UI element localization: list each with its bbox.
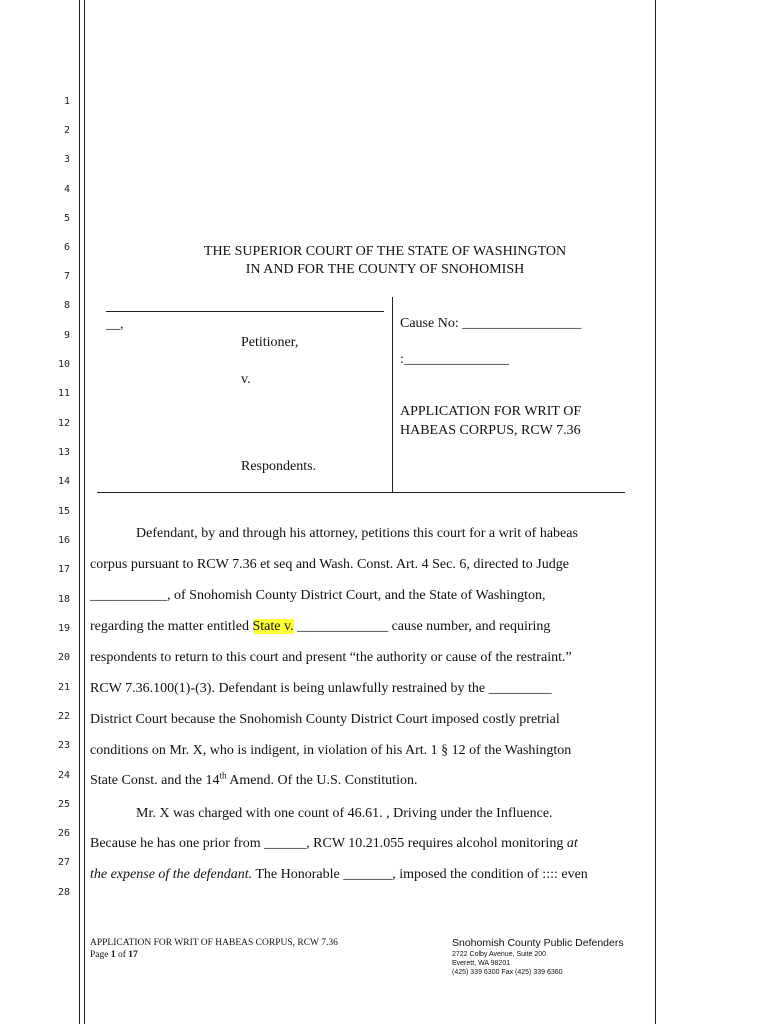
body-line-16: Defendant, by and through his attorney, petitions this court for a writ of habeas — [136, 526, 578, 541]
document-title-line-2: HABEAS CORPUS, RCW 7.36 — [400, 423, 581, 438]
line-number: 14 — [57, 476, 70, 487]
line-number: 27 — [57, 857, 70, 868]
footer-right — [452, 936, 624, 977]
line-number: 26 — [57, 828, 70, 839]
body-line-27 — [90, 867, 588, 883]
line-number: 25 — [57, 799, 70, 810]
versus-label: v. — [241, 372, 251, 387]
cause-number-sub: :_______________ — [400, 352, 509, 367]
petitioner-label: Petitioner, — [241, 335, 299, 350]
superscript-th: th — [219, 770, 227, 781]
highlighted-case-name: State v. — [252, 619, 294, 634]
line-number: 23 — [57, 740, 70, 751]
right-margin-rule — [655, 0, 656, 1024]
line-number: 13 — [57, 447, 70, 458]
left-margin-rule-2 — [84, 0, 85, 1024]
body-line-26 — [90, 836, 578, 852]
footer-left — [90, 937, 338, 961]
court-heading-line-2: IN AND FOR THE COUNTY OF SNOHOMISH — [245, 262, 525, 277]
body-line-26-italic: at — [566, 836, 578, 851]
line-number: 7 — [63, 271, 70, 282]
left-margin-rule-1 — [79, 0, 80, 1024]
page-number: 1 — [110, 950, 116, 960]
line-number: 8 — [63, 300, 70, 311]
line-numbers — [0, 0, 74, 1024]
footer-organization: Snohomish County Public Defenders — [452, 937, 624, 949]
line-number: 6 — [63, 242, 70, 253]
line-number: 24 — [57, 770, 70, 781]
petitioner-name-blank: __, — [106, 317, 124, 332]
line-number: 22 — [57, 711, 70, 722]
line-number: 1 — [63, 96, 70, 107]
page-total: 17 — [128, 950, 138, 960]
body-line-27-italic: the expense of the defendant. — [90, 867, 253, 882]
line-number: 10 — [57, 359, 70, 370]
body-line-25: Mr. X was charged with one count of 46.61. , Driving under the Influence. — [136, 806, 553, 821]
line-number: 12 — [57, 418, 70, 429]
footer-address-line-2: Everett, WA 98201 — [452, 960, 511, 967]
line-number: 11 — [57, 388, 70, 399]
line-number: 15 — [57, 506, 70, 517]
footer-page-indicator — [90, 949, 338, 961]
body-line-23: conditions on Mr. X, who is indigent, in violation of his Art. 1 § 12 of the Washington — [90, 743, 572, 758]
line-number: 18 — [57, 594, 70, 605]
body-line-19-start: regarding the matter entitled — [90, 619, 253, 634]
body-line-19 — [90, 619, 550, 635]
body-line-20: respondents to return to this court and present “the authority or cause of the restraint.” — [90, 650, 572, 665]
line-number: 21 — [57, 682, 70, 693]
line-number: 2 — [63, 125, 70, 136]
court-heading — [90, 243, 680, 279]
line-number: 5 — [63, 213, 70, 224]
line-number: 4 — [63, 184, 70, 195]
body-line-19-end: _____________ cause number, and requiring — [293, 619, 551, 634]
body-line-27-end: The Honorable _______, imposed the condition of :::: even — [252, 867, 588, 882]
line-number: 28 — [57, 887, 70, 898]
body-line-18: ___________, of Snohomish County District Court, and the State of Washington, — [90, 588, 546, 603]
footer-document-title: APPLICATION FOR WRIT OF HABEAS CORPUS, RCW 7.36 — [90, 938, 338, 948]
body-line-24 — [90, 770, 418, 789]
page-of: of — [115, 950, 129, 960]
caption-bottom-rule — [97, 492, 625, 493]
body-line-21: RCW 7.36.100(1)-(3). Defendant is being unlawfully restrained by the _________ — [90, 681, 552, 696]
line-number: 19 — [57, 623, 70, 634]
body-line-22: District Court because the Snohomish County District Court imposed costly pretrial — [90, 712, 560, 727]
document-title-line-1: APPLICATION FOR WRIT OF — [400, 404, 582, 419]
body-line-24-start: State Const. and the 14 — [90, 773, 220, 788]
footer-address-line-1: 2722 Colby Avenue, Suite 200 — [452, 951, 547, 958]
caption-name-line — [106, 311, 384, 312]
page-label: Page — [90, 950, 111, 960]
line-number: 17 — [57, 564, 70, 575]
caption-divider — [392, 297, 393, 493]
line-number: 3 — [63, 154, 70, 165]
footer-phone: (425) 339 6300 Fax (425) 339 6360 — [452, 969, 563, 976]
body-line-24-end: Amend. Of the U.S. Constitution. — [226, 773, 418, 788]
line-number: 9 — [63, 330, 70, 341]
body-line-26-start: Because he has one prior from ______, RCW 10.21.055 requires alcohol monitoring — [90, 836, 567, 851]
line-number: 20 — [57, 652, 70, 663]
cause-number: Cause No: _________________ — [400, 316, 582, 331]
body-line-17: corpus pursuant to RCW 7.36 et seq and Wash. Const. Art. 4 Sec. 6, directed to Judge — [90, 557, 569, 572]
court-heading-line-1: THE SUPERIOR COURT OF THE STATE OF WASHINGTON — [203, 244, 567, 259]
respondents-label: Respondents. — [241, 459, 317, 474]
line-number: 16 — [57, 535, 70, 546]
